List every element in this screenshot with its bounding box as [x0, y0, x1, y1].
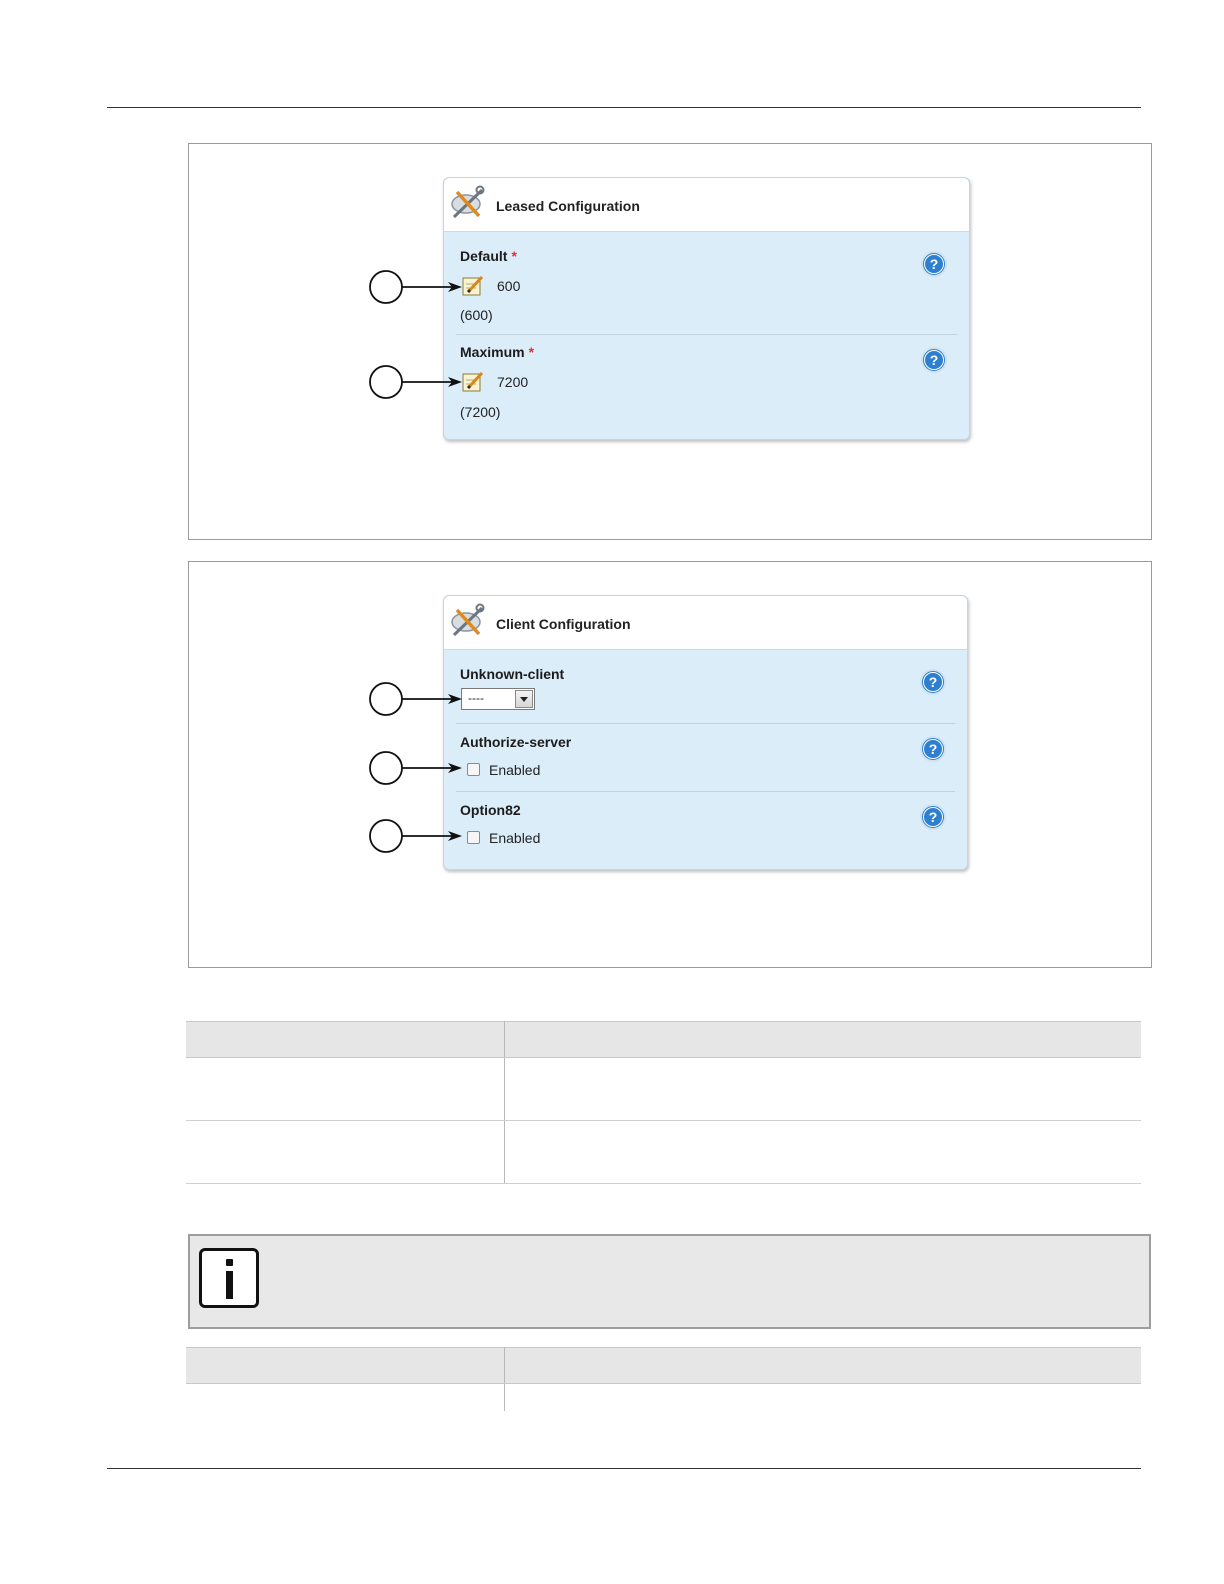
table-cell	[504, 1058, 1141, 1121]
maximum-hint: (7200)	[460, 404, 501, 420]
table-cell	[186, 1058, 504, 1121]
question-mark-icon[interactable]	[920, 669, 946, 695]
table-header-cell	[186, 1348, 504, 1384]
callout-arrow	[368, 269, 464, 305]
callout-arrow	[368, 750, 464, 786]
table-header-cell	[186, 1022, 504, 1058]
default-value[interactable]: 600	[497, 278, 521, 294]
callout-arrow	[368, 364, 464, 400]
table-cell	[186, 1384, 504, 1411]
option82-checkbox-label: Enabled	[489, 830, 541, 846]
table-row	[186, 1058, 1141, 1121]
information-icon	[199, 1248, 259, 1308]
field-divider	[456, 723, 955, 724]
svg-text:?: ?	[928, 809, 938, 825]
question-mark-icon[interactable]	[921, 347, 947, 373]
field-label-text: Maximum	[460, 344, 525, 360]
field-divider	[456, 334, 957, 335]
table-header-row	[186, 1022, 1141, 1058]
unknown-client-select[interactable]	[461, 688, 535, 710]
maximum-value[interactable]: 7200	[497, 374, 529, 390]
client-configuration-panel	[443, 595, 968, 870]
information-icon-bar	[226, 1271, 233, 1299]
callout-arrow	[368, 681, 464, 717]
table-cell	[504, 1384, 1141, 1411]
svg-text:?: ?	[929, 256, 939, 272]
question-mark-icon[interactable]	[920, 804, 946, 830]
leased-configuration-panel	[443, 177, 970, 440]
table-row	[186, 1384, 1141, 1411]
chevron-down-icon[interactable]	[515, 690, 533, 708]
question-mark-icon[interactable]	[921, 251, 947, 277]
question-mark-icon[interactable]	[920, 736, 946, 762]
unknown-client-selected-value: ----	[468, 691, 484, 705]
table-header-cell	[504, 1348, 1141, 1384]
authorize-server-checkbox-label: Enabled	[489, 762, 541, 778]
table-header-row	[186, 1348, 1141, 1384]
field-label-unknown-client: Unknown-client	[460, 666, 565, 682]
field-divider	[456, 791, 955, 792]
wrench-screwdriver-icon	[449, 184, 487, 222]
information-icon-dot	[226, 1259, 233, 1266]
field-label-authorize-server: Authorize-server	[460, 734, 572, 750]
parameter-table	[186, 1347, 1141, 1411]
svg-text:?: ?	[928, 741, 938, 757]
header-rule	[107, 107, 1141, 108]
parameter-table	[186, 1021, 1141, 1184]
option82-checkbox[interactable]	[467, 831, 480, 844]
svg-text:?: ?	[929, 352, 939, 368]
required-mark: *	[511, 248, 517, 264]
panel-title: Leased Configuration	[496, 198, 640, 214]
callout-arrow	[368, 818, 464, 854]
panel-header	[444, 596, 967, 650]
field-label-text: Default	[460, 248, 508, 264]
table-row	[186, 1121, 1141, 1184]
edit-pencil-icon[interactable]	[462, 275, 484, 297]
required-mark: *	[528, 344, 535, 360]
footer-rule	[107, 1468, 1141, 1469]
table-cell	[186, 1121, 504, 1184]
default-hint: (600)	[460, 307, 493, 323]
svg-text:?: ?	[928, 674, 938, 690]
field-label-default	[460, 248, 517, 264]
note-box	[188, 1234, 1151, 1329]
wrench-screwdriver-icon	[449, 602, 487, 640]
field-label-maximum	[460, 344, 534, 360]
table-header-cell	[504, 1022, 1141, 1058]
table-cell	[504, 1121, 1141, 1184]
panel-header	[444, 178, 969, 232]
panel-title: Client Configuration	[496, 616, 631, 632]
field-label-option82: Option82	[460, 802, 521, 818]
authorize-server-checkbox[interactable]	[467, 763, 480, 776]
edit-pencil-icon[interactable]	[462, 371, 484, 393]
